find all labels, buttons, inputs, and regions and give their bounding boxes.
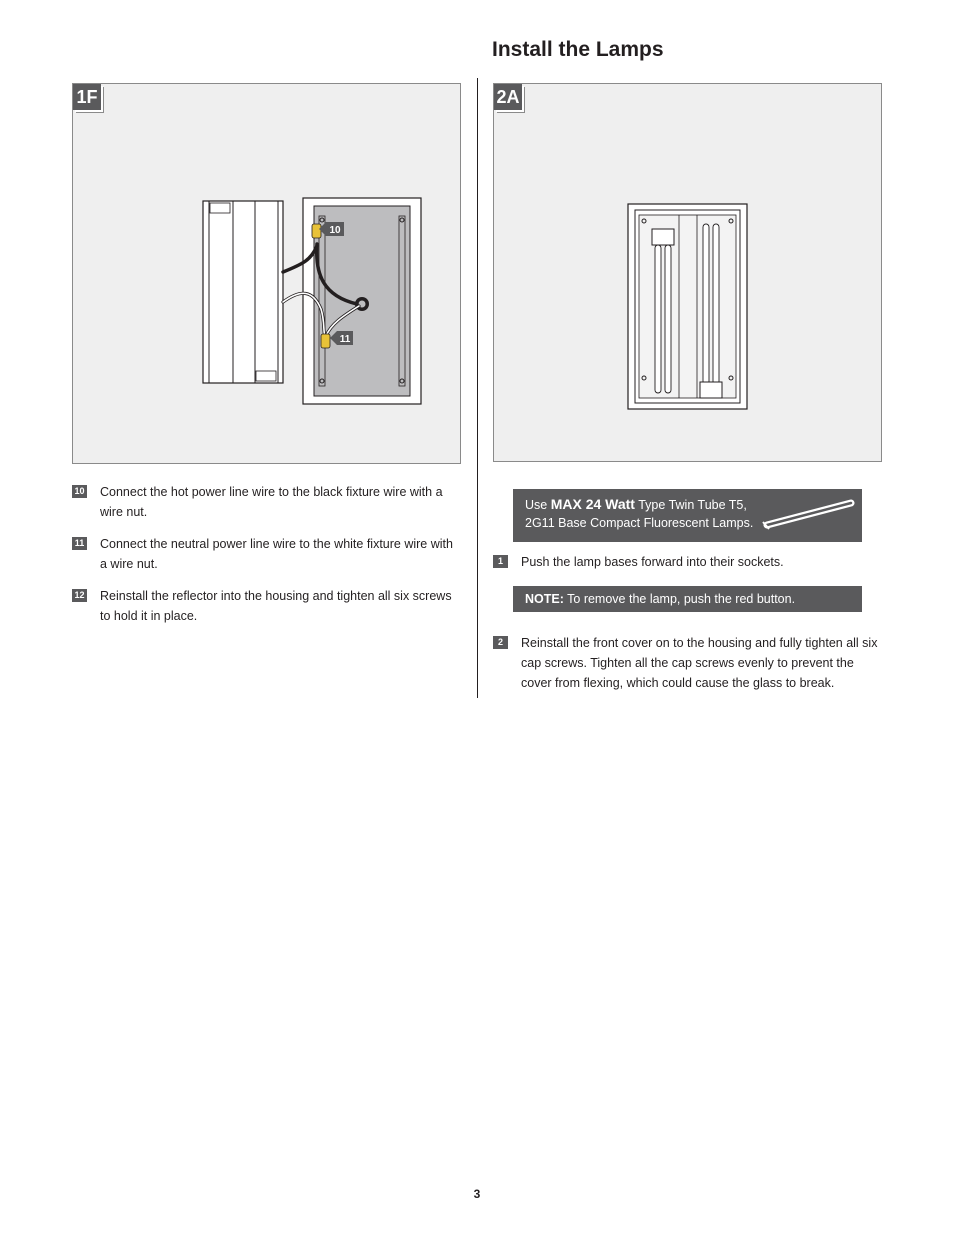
reflector-drawing (203, 201, 283, 383)
lamp-spec-callout (513, 489, 862, 542)
panel-label-1f: 1F (73, 84, 101, 110)
figure-2a-panel (493, 83, 882, 462)
step-12 (72, 586, 462, 626)
step-text: Reinstall the reflector into the housing and tighten all six screws to hold it in place. (100, 589, 452, 623)
step-text: Connect the neutral power line wire to the white fixture wire with a wire nut. (100, 537, 453, 571)
step-11 (72, 534, 462, 574)
wire-nut-hot (312, 224, 321, 238)
lamp-spec-line-2: 2G11 Base Compact Fluorescent Lamps. (525, 516, 754, 530)
column-divider (477, 78, 478, 698)
wiring-illustration (73, 84, 462, 465)
figure-1f-panel (72, 83, 461, 464)
page-number: 3 (473, 1187, 481, 1201)
note-label: NOTE: (525, 592, 564, 606)
lamp-housing-illustration (494, 84, 883, 463)
step-text: Push the lamp bases forward into their sockets. (521, 555, 784, 569)
note-text: To remove the lamp, push the red button. (563, 592, 796, 606)
step-text: Connect the hot power line wire to the black fixture wire with a wire nut. (100, 485, 443, 519)
lamp-tube-icon (761, 495, 861, 535)
step-text: Reinstall the front cover on to the housing and fully tighten all six cap screws. Tighten all the cap screws evenly to prevent the cover from flexing, which could cause the glass to break. (521, 636, 878, 690)
panel-label-2a: 2A (494, 84, 522, 110)
callout-11-label: 11 (339, 334, 351, 345)
step-number: 10 (72, 485, 87, 498)
step-number: 2 (493, 636, 508, 649)
lamp-spec-suffix: Type Twin Tube T5, (634, 498, 747, 512)
step-number: 11 (72, 537, 87, 550)
step-1 (493, 552, 883, 572)
callout-10-label: 10 (329, 225, 341, 236)
step-number: 12 (72, 589, 87, 602)
lamp-spec-wattage: MAX 24 Watt (550, 496, 635, 512)
section-title: Install the Lamps (492, 38, 664, 61)
step-number: 1 (493, 555, 508, 568)
step-2 (493, 633, 883, 693)
step-10 (72, 482, 462, 522)
note-callout (513, 586, 862, 612)
lamp-spec-prefix: Use (525, 498, 551, 512)
wire-nut-neutral (321, 334, 330, 348)
